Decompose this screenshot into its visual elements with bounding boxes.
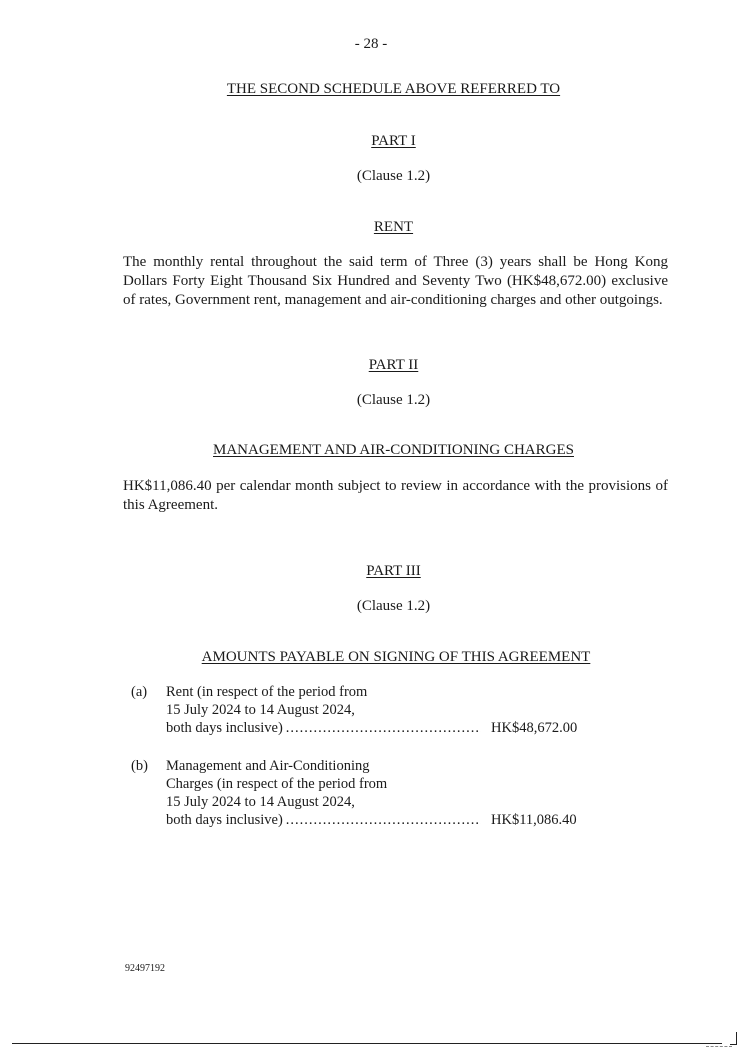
item-line: both days inclusive) xyxy=(166,812,283,828)
page-number: - 28 - xyxy=(354,36,388,52)
part2-heading: PART II xyxy=(368,357,419,373)
list-item xyxy=(131,757,581,829)
corner-mark xyxy=(730,1032,737,1045)
part2-clause: (Clause 1.2) xyxy=(356,392,431,408)
item-line: Charges (in respect of the period from xyxy=(166,776,388,792)
part3-clause: (Clause 1.2) xyxy=(356,598,431,614)
footer-rule xyxy=(12,1043,722,1044)
document-number: 92497192 xyxy=(125,963,165,974)
item-amount: HK$11,086.40 xyxy=(491,812,577,828)
list-item xyxy=(131,683,581,737)
part1-clause: (Clause 1.2) xyxy=(356,168,431,184)
part1-text: The monthly rental throughout the said term of Three (3) years shall be Hong Kong Dollars Forty Eight Thousand Six Hundred and Seventy Two (HK$48,672.00) exclusive of rates, Government rent, management and air-conditioning charges and other outgoings. xyxy=(123,254,668,308)
amounts-list xyxy=(131,683,581,849)
schedule-title: THE SECOND SCHEDULE ABOVE REFERRED TO xyxy=(226,81,561,97)
part3-heading: PART III xyxy=(366,563,421,579)
part1-heading: PART I xyxy=(371,133,416,149)
item-amount: HK$48,672.00 xyxy=(491,720,578,736)
dot-leader xyxy=(286,811,481,829)
item-line: Rent (in respect of the period from xyxy=(166,684,368,700)
item-line: 15 July 2024 to 14 August 2024, xyxy=(166,794,355,810)
part2-text: HK$11,086.40 per calendar month subject to review in accordance with the provisions of this Agreement. xyxy=(123,478,668,513)
item-line: both days inclusive) xyxy=(166,720,283,736)
item-line: 15 July 2024 to 14 August 2024, xyxy=(166,702,355,718)
part1-title: RENT xyxy=(373,219,414,235)
part2-title: MANAGEMENT AND AIR-CONDITIONING CHARGES xyxy=(213,442,574,458)
item-letter: (a) xyxy=(131,684,148,700)
part3-title: AMOUNTS PAYABLE ON SIGNING OF THIS AGREEMENT xyxy=(201,649,591,665)
footer-rule-dashed xyxy=(706,1046,732,1047)
item-line: Management and Air-Conditioning xyxy=(166,758,370,774)
item-letter: (b) xyxy=(131,758,148,774)
dot-leader xyxy=(286,719,481,737)
